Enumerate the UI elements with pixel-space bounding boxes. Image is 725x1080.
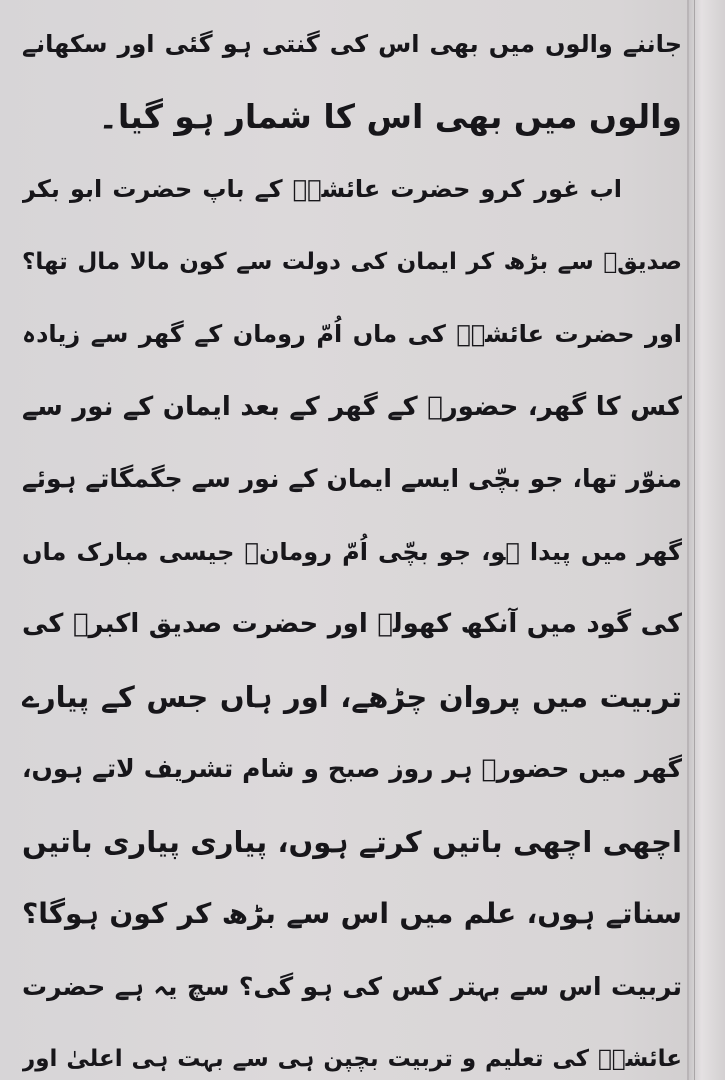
text-line-10: تربیت میں پروان چڑھے، اور ہاں جس کے پیارے	[22, 679, 682, 714]
urdu-text-block	[22, 8, 682, 1080]
text-line-1: جاننے والوں میں بھی اس کی گنتی ہو گئی اور سکھانے	[22, 30, 682, 58]
text-line-2: والوں میں بھی اس کا شمار ہو گیا۔	[98, 96, 682, 136]
text-line-7: منوّر تھا، جو بچّی ایسے ایمان کے نور سے جگمگاتے ہوئے	[22, 464, 682, 493]
text-line-8: گھر میں پیدا ہو، جو بچّی اُمّ رومانؓ جیسی مبارک ماں	[22, 537, 682, 566]
text-line-12: اچھی اچھی باتیں کرتے ہوں، پیاری پیاری باتیں	[22, 824, 682, 859]
text-line-3: اب غور کرو حضرت عائشہؓ کے باپ حضرت ابو بکر	[22, 175, 622, 203]
text-line-5: اور حضرت عائشہؓ کی ماں اُمّ رومان کے گھر سے زیادہ	[22, 320, 682, 348]
text-line-11: گھر میں حضورؐ ہر روز صبح و شام تشریف لاتے ہوں،	[22, 754, 682, 783]
text-line-13: سناتے ہوں، علم میں اس سے بڑھ کر کون ہوگا؟	[22, 897, 682, 930]
text-line-15: عائشہؓ کی تعلیم و تربیت بچپن ہی سے بہت ہی اعلیٰ اور	[22, 1046, 682, 1072]
page-gutter	[694, 0, 695, 1080]
text-line-4: صدیقؓ سے بڑھ کر ایمان کی دولت سے کون مالا مال تھا؟	[22, 248, 682, 275]
text-line-14: تربیت اس سے بہتر کس کی ہو گی؟ سچ یہ ہے حضرت	[22, 971, 682, 1001]
adjacent-page-edge	[687, 0, 725, 1080]
text-line-9: کی گود میں آنکھ کھولے اور حضرت صدیق اکبرؓ کی	[22, 609, 682, 639]
text-line-6: کس کا گھر، حضورؐ کے گھر کے بعد ایمان کے نور سے	[22, 391, 682, 422]
